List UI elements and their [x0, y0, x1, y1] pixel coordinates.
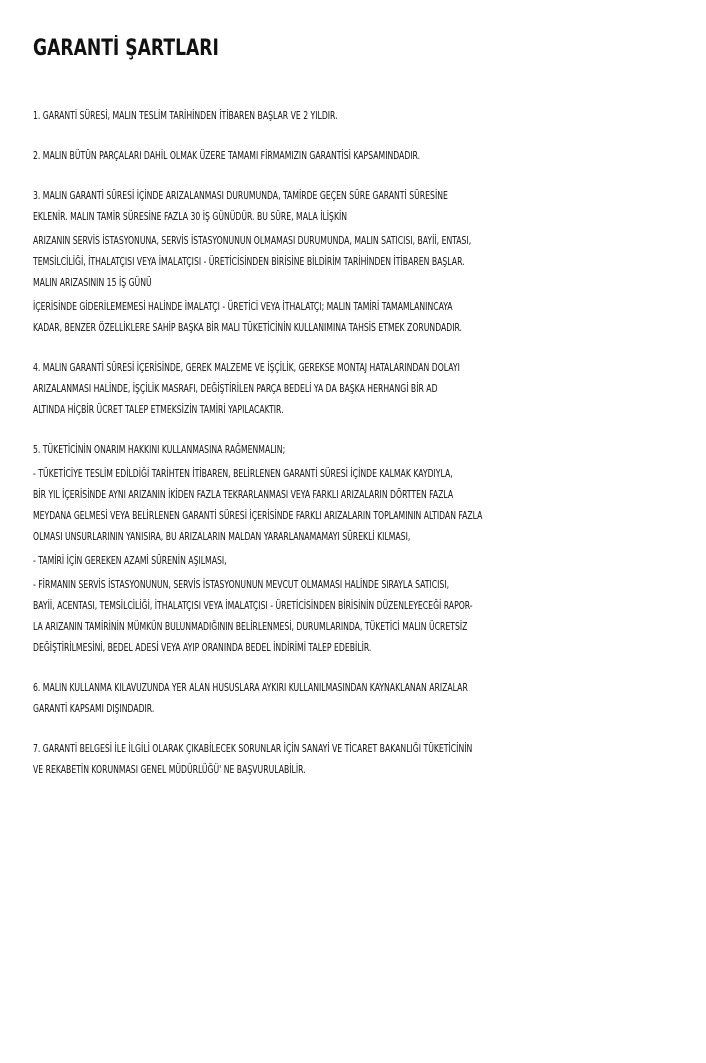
section-line: 6. MALIN KULLANMA KILAVUZUNDA YER ALAN HUSUSLARA AYKIRI KULLANILMASINDAN KAYNAKLANAN ARIZALAR: [33, 681, 468, 694]
section-line: ARIZALANMASI HALİNDE, İŞÇİLİK MASRAFI, DEĞİŞTİRİLEN PARÇA BEDELİ YA DA BAŞKA HERHANGİ BİR AD: [33, 382, 438, 395]
section-line: ALTINDA HİÇBİR ÜCRET TALEP ETMEKSİZİN TAMİRİ YAPILACAKTIR.: [33, 403, 284, 416]
section-7: [33, 738, 683, 780]
section-line: 2. MALIN BÜTÜN PARÇALARI DAHİL OLMAK ÜZERE TAMAMI FİRMAMIZIN GARANTİSİ KAPSAMINDADIR.: [33, 149, 421, 162]
warranty-document: [33, 36, 683, 800]
section-line: BAYİİ, ACENTASI, TEMSİLCİLİĞİ, İTHALATÇISI VEYA İMALATÇISI - ÜRETİCİSİNDEN BİRİSİNİN DÜZENLEYECEĞİ RAPOR-: [33, 599, 473, 612]
section-line: KADAR, BENZER ÖZELLİKLERE SAHİP BAŞKA BİR MALI TÜKETİCİNİN KULLANIMINA TAHSİS ETMEK ZORUNDADIR.: [33, 321, 462, 334]
section-line: ARIZANIN SERVİS İSTASYONUNA, SERVİS İSTASYONUNUN OLMAMASI DURUMUNDA, MALIN SATICISI, BAYİİ, ENTASI,: [33, 234, 472, 247]
section-1: [33, 105, 683, 126]
page-title: GARANTİ ŞARTLARI: [33, 36, 219, 61]
section-line: 5. TÜKETİCİNİN ONARIM HAKKINI KULLANMASINA RAĞMENMALIN;: [33, 443, 286, 456]
section-line: - TAMİRİ İÇİN GEREKEN AZAMİ SÜRENİN AŞILMASI,: [33, 554, 227, 567]
section-line: MALIN ARIZASININ 15 İŞ GÜNÜ: [33, 276, 152, 289]
section-6: [33, 677, 683, 719]
section-line: OLMASI UNSURLARININ YANISIRA, BU ARIZALARIN MALDAN YARARLANAMAMAYI SÜREKLİ KILMASI,: [33, 530, 411, 543]
section-line: - FİRMANIN SERVİS İSTASYONUNUN, SERVİS İSTASYONUNUN MEVCUT OLMAMASI HALİNDE SIRAYLA SATICISI,: [33, 578, 450, 591]
section-line: İÇERİSİNDE GİDERİLEMEMESİ HALİNDE İMALATÇI - ÜRETİCİ VEYA İTHALATÇI; MALIN TAMİRİ TAMAMLANINCAYA: [33, 300, 453, 313]
section-line: EKLENİR. MALIN TAMİR SÜRESİNE FAZLA 30 İŞ GÜNÜDÜR. BU SÜRE, MALA İLİŞKİN: [33, 210, 348, 223]
section-line: DEĞİŞTİRİLMESİNİ, BEDEL ADESİ VEYA AYIP ORANINDA BEDEL İNDİRİMİ TALEP EDEBİLİR.: [33, 641, 372, 654]
section-line: MEYDANA GELMESİ VEYA BELİRLENEN GARANTİ SÜRESİ İÇERİSİNDE FARKLI ARIZALARIN TOPLAMININ ALTIDAN FAZLA: [33, 509, 483, 522]
section-line: 7. GARANTİ BELGESİ İLE İLGİLİ OLARAK ÇIKABİLECEK SORUNLAR İÇİN SANAYİ VE TİCARET BAKANLIĞI TÜKETİCİNİN: [33, 742, 473, 755]
section-line: GARANTİ KAPSAMI DIŞINDADIR.: [33, 702, 155, 715]
section-line: 3. MALIN GARANTİ SÜRESİ İÇİNDE ARIZALANMASI DURUMUNDA, TAMİRDE GEÇEN SÜRE GARANTİ SÜRESİNE: [33, 189, 448, 202]
section-line: VE REKABETİN KORUNMASI GENEL MÜDÜRLÜĞÜ' NE BAŞVURULABİLİR.: [33, 763, 306, 776]
section-line: 4. MALIN GARANTİ SÜRESİ İÇERİSİNDE, GEREK MALZEME VE İŞÇİLİK, GEREKSE MONTAJ HATALARINDAN DOLAYI: [33, 361, 460, 374]
section-2: [33, 145, 683, 166]
section-3: [33, 185, 683, 338]
section-line: BİR YIL İÇERİSİNDE AYNI ARIZANIN İKİDEN FAZLA TEKRARLANMASI VEYA FARKLI ARIZALARIN DÖRTTEN FAZLA: [33, 488, 454, 501]
section-line: LA ARIZANIN TAMİRİNİN MÜMKÜN BULUNMADIĞININ BELİRLENMESİ, DURUMLARINDA, TÜKETİCİ MALIN ÜCRETSİZ: [33, 620, 468, 633]
section-4: [33, 357, 683, 420]
section-line: - TÜKETİCİYE TESLİM EDİLDİĞİ TARİHTEN İTİBAREN, BELİRLENEN GARANTİ SÜRESİ İÇİNDE KALMAK KAYDIYLA,: [33, 467, 453, 480]
section-5: [33, 439, 683, 658]
section-line: TEMSİLCİLİĞİ, İTHALATÇISI VEYA İMALATÇISI - ÜRETİCİSİNDEN BİRİSİNE BİLDİRİM TARİHİNDEN İTİBAREN BAŞLAR.: [33, 255, 465, 268]
section-line: 1. GARANTİ SÜRESİ, MALIN TESLİM TARİHİNDEN İTİBAREN BAŞLAR VE 2 YILDIR.: [33, 109, 338, 122]
